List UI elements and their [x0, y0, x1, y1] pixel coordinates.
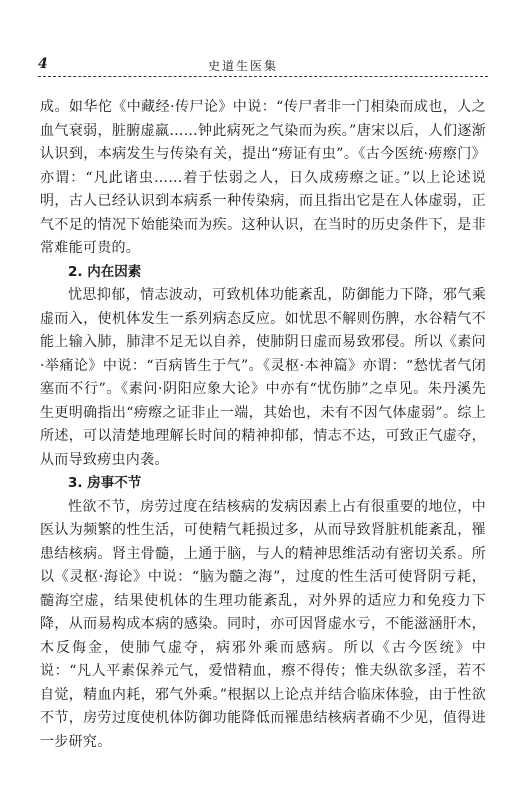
- page-number: 4: [38, 56, 48, 72]
- paragraph-internal-factors: 忧思抑郁，情志波动，可致机体功能紊乱，防御能力下降，邪气乘虚而入，使机体发生一系列病态反应。如忧思不解则伤脾，水谷精气不能上输入肺，肺津不足无以自养，使肺阴日虚而易致邪侵。所以《素问·举痛论》中说：“百病皆生于气”。《灵枢·本神篇》亦谓：“愁忧者气闭塞而不行”。《素问·阴阳应象大论》中亦有“忧伤肺”之卓见。朱丹溪先生更明确指出“痨瘵之证非止一端，其始也，未有不因气体虚弱”。综上所述，可以清楚地理解长时间的精神抑郁，情志不达，可致正气虚夺，从而导致痨虫内袭。: [40, 287, 486, 468]
- paragraph-continued: 成。如华佗《中藏经·传尸论》中说：“传尸者非一门相染而成也，人之血气衰弱，脏腑虚羸……钟此病死之气染而为疾。”唐宋以后，人们逐渐认识到，本病发生与传染有关，提出“痨证有虫”。《古今医统·痨瘵门》亦谓：“凡此诸虫……着于怯弱之人，日久成痨瘵之证。”以上论述说明，古人已经认识到本病系一种传染病，而且指出它是在人体虚弱，正气不足的情况下始能染而为疾。这种认识，在当时的历史条件下，是非常难能可贵的。: [40, 99, 486, 256]
- running-title: 史道生医集: [208, 59, 279, 73]
- page-body: [40, 96, 486, 754]
- section-heading-sexual-excess: 3. 房事不节: [68, 475, 142, 491]
- page-header: [38, 56, 488, 78]
- section-heading-internal-factors: 2. 内在因素: [68, 263, 142, 280]
- paragraph-sexual-excess: 性欲不节，房劳过度在结核病的发病因素上占有很重要的地位，中医认为频繁的性生活，可使精气耗损过多，从而导致肾脏机能紊乱，罹患结核病。肾主骨髓，上通于脑，与人的精神思维活动有密切关系。所以《灵枢·海论》中说：“脑为髓之海”，过度的性生活可使肾阴亏耗，髓海空虚，结果使机体的生理功能紊乱，对外界的适应力和免疫力下降，从而易构成本病的感染。同时，亦可因肾虚水亏，不能滋涵肝木，木反侮金，使肺气虚夺，病邪外乘而感病。所以《古今医统》中说：“凡人平素保养元气，爱惜精血，瘵不得传；惟夫纵欲多淫，若不自觉，精血内耗，邪气外乘。”根据以上论点并结合临床体验，由于性欲不节，房劳过度使机体防御功能降低而罹患结核病者确不少见，值得进一步研究。: [40, 498, 486, 750]
- header-rule: [38, 76, 488, 77]
